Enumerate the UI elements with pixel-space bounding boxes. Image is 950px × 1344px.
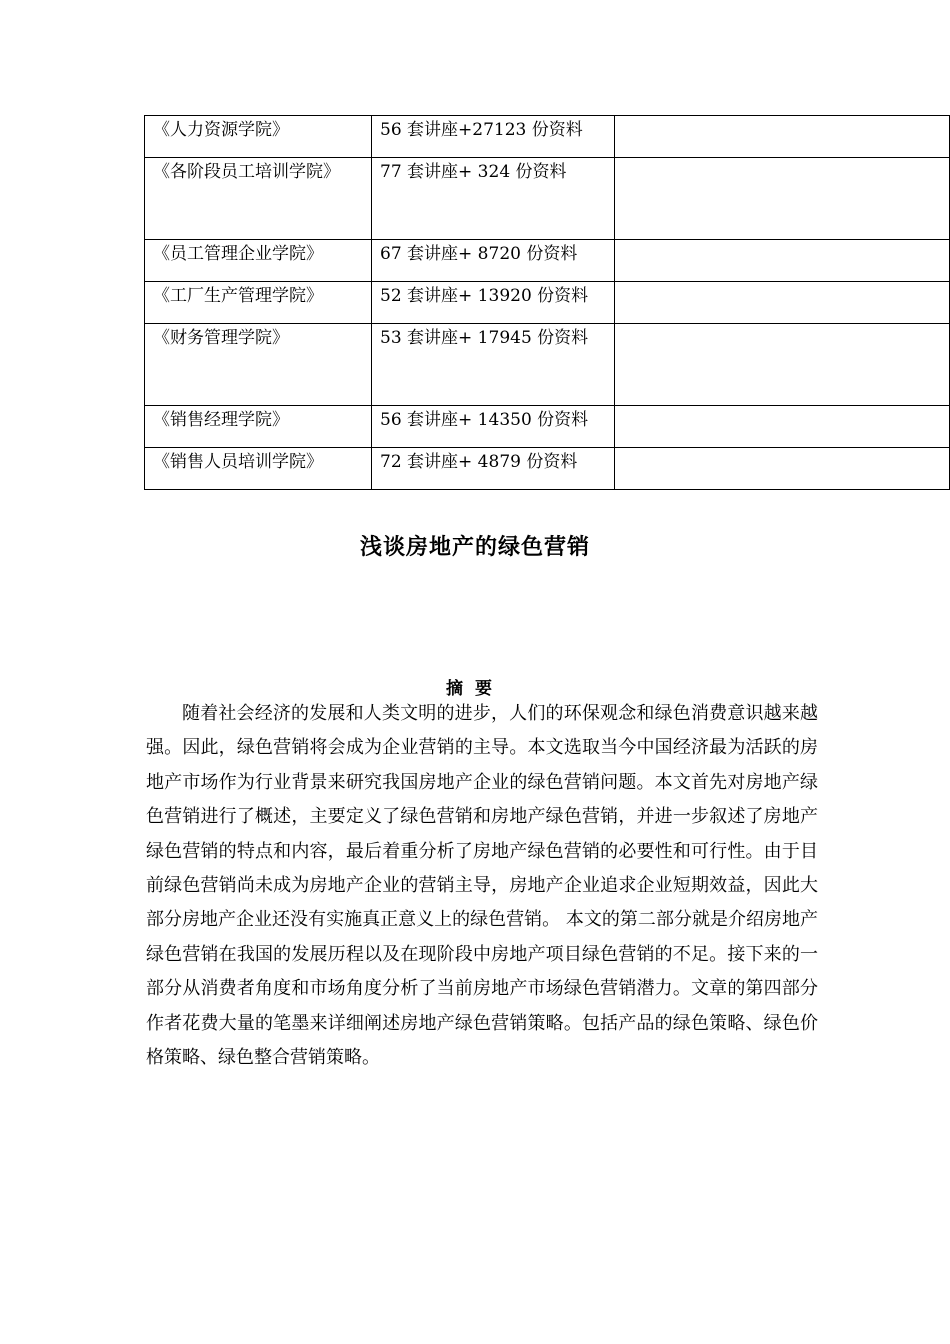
course-note-cell	[615, 406, 950, 448]
course-name-cell: 《财务管理学院》	[145, 324, 372, 406]
course-note-cell	[615, 448, 950, 490]
course-name-cell: 《销售人员培训学院》	[145, 448, 372, 490]
abstract-paragraph: 随着社会经济的发展和人类文明的进步，人们的环保观念和绿色消费意识越来越强。因此，绿色营销将会成为企业营销的主导。本文选取当今中国经济最为活跃的房地产市场作为行业背景来研究我国房地产企业的绿色营销问题。本文首先对房地产绿色营销进行了概述，主要定义了绿色营销和房地产绿色营销，并进一步叙述了房地产绿色营销的特点和内容，最后着重分析了房地产绿色营销的必要性和可行性。由于目前绿色营销尚未成为房地产企业的营销主导，房地产企业追求企业短期效益，因此大部分房地产企业还没有实施真正意义上的绿色营销。 本文的第二部分就是介绍房地产绿色营销在我国的发展历程以及在现阶段中房地产项目绿色营销的不足。接下来的一部分从消费者角度和市场角度分析了当前房地产市场绿色营销潜力。文章的第四部分作者花费大量的笔墨来详细阐述房地产绿色营销策略。包括产品的绿色策略、绿色价格策略、绿色整合营销策略。	[146, 703, 818, 1069]
table-row	[145, 448, 950, 490]
table-row	[145, 158, 950, 240]
course-catalog-table	[144, 115, 950, 490]
course-detail-cell: 53 套讲座+ 17945 份资料	[372, 324, 615, 406]
course-name-cell: 《人力资源学院》	[145, 116, 372, 158]
course-name-cell: 《销售经理学院》	[145, 406, 372, 448]
course-name-cell: 《员工管理企业学院》	[145, 240, 372, 282]
document-title: 浅谈房地产的绿色营销	[359, 535, 590, 560]
course-note-cell	[615, 116, 950, 158]
course-note-cell	[615, 324, 950, 406]
course-name-cell: 《各阶段员工培训学院》	[145, 158, 372, 240]
course-detail-cell: 67 套讲座+ 8720 份资料	[372, 240, 615, 282]
table-row	[145, 324, 950, 406]
course-name-cell: 《工厂生产管理学院》	[145, 282, 372, 324]
course-detail-cell: 52 套讲座+ 13920 份资料	[372, 282, 615, 324]
course-detail-cell: 56 套讲座+27123 份资料	[372, 116, 615, 158]
course-detail-cell: 77 套讲座+ 324 份资料	[372, 158, 615, 240]
course-detail-cell: 72 套讲座+ 4879 份资料	[372, 448, 615, 490]
abstract-heading: 摘要	[446, 679, 504, 699]
course-note-cell	[615, 282, 950, 324]
course-note-cell	[615, 240, 950, 282]
course-note-cell	[615, 158, 950, 240]
course-detail-cell: 56 套讲座+ 14350 份资料	[372, 406, 615, 448]
